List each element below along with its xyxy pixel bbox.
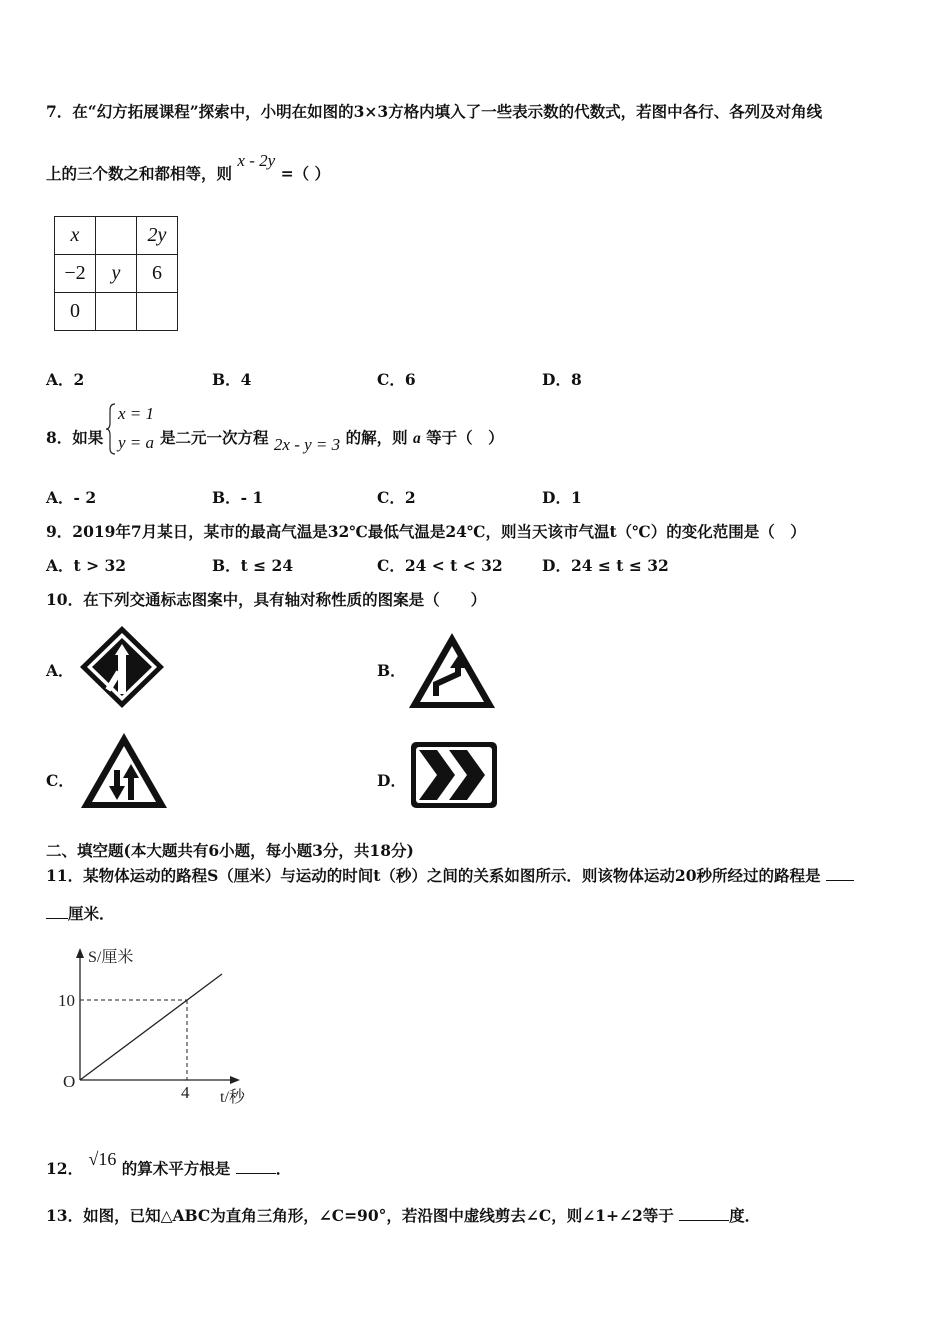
grid-cell: 0 <box>55 293 96 331</box>
q12-line <box>46 1149 292 1179</box>
q7-line1: 7．在“幻方拓展课程”探索中，小明在如图的3×3方格内填入了一些表示数的代数式，若图中各行、各列及对角线 <box>46 102 823 121</box>
y-axis-label: S/厘米 <box>88 949 134 966</box>
q8-equation: 2x - y = 3 <box>273 435 341 454</box>
y-axis-arrow-icon <box>76 948 84 958</box>
distance-time-graph <box>52 942 272 1110</box>
q8-option-c: C．2 <box>377 488 416 507</box>
q8-system-bottom: y = a <box>118 433 155 452</box>
q11-text: 11．某物体运动的路程S（厘米）与运动的时间t（秒）之间的关系如图所示．则该物体运动20秒所经过的路程是 <box>46 866 821 885</box>
x-axis-arrow-icon <box>230 1076 240 1084</box>
grid-cell <box>96 293 137 331</box>
q11-line1 <box>46 866 854 886</box>
q8-option-a: A．- 2 <box>46 488 97 507</box>
q12-blank <box>236 1173 276 1174</box>
q7-line2-pre: 上的三个数之和都相等，则 <box>46 164 233 183</box>
grid-cell <box>137 293 178 331</box>
q7-option-c: C．6 <box>377 370 416 389</box>
x-axis-label: t/秒 <box>220 1089 245 1106</box>
curve-sign-icon <box>406 630 498 712</box>
q13-line <box>46 1206 760 1226</box>
q11-blank-part2 <box>46 918 68 919</box>
q9-option-b: B．t ≤ 24 <box>212 556 294 575</box>
section2-heading: 二、填空题(本大题共有6小题，每小题3分，共18分) <box>46 841 414 860</box>
q8-brace-icon <box>104 402 118 456</box>
q9-option-d: D．24 ≤ t ≤ 32 <box>542 556 669 575</box>
x-tick-label: 4 <box>181 1083 190 1102</box>
q12-radical: √16 <box>88 1149 117 1169</box>
q8-option-b: B．- 1 <box>212 488 264 507</box>
q7-option-d: D．8 <box>542 370 582 389</box>
two-way-sign-icon <box>78 730 170 812</box>
origin-label: O <box>63 1072 76 1091</box>
q10-label-c: C． <box>46 771 74 790</box>
q7-line2-post: =（ ） <box>280 164 330 183</box>
distance-line <box>80 974 222 1080</box>
q9-option-c: C．24 < t < 32 <box>377 556 503 575</box>
q13-blank <box>679 1220 729 1221</box>
q10-label-d: D． <box>377 771 406 790</box>
q8-num: 8．如果 <box>46 428 104 447</box>
q12-num: 12． <box>46 1159 84 1178</box>
grid-cell: 2y <box>137 217 178 255</box>
grid-cell: x <box>55 217 96 255</box>
magic-square-grid <box>54 216 178 331</box>
q8-post-a: 的解，则 <box>345 428 408 447</box>
q10-label-b: B． <box>377 661 406 680</box>
q8-mid: 是二元一次方程 <box>160 428 269 447</box>
y-tick-label: 10 <box>58 991 75 1010</box>
grid-cell <box>96 217 137 255</box>
grid-cell: y <box>96 255 137 293</box>
q12-text: 的算术平方根是 <box>121 1159 231 1178</box>
q7-expression: x - 2y <box>237 151 276 170</box>
q13-end: 度． <box>729 1206 761 1225</box>
q8-system-top: x = 1 <box>118 404 155 423</box>
q9-option-a: A．t > 32 <box>46 556 127 575</box>
chevron-sign-icon <box>409 740 499 810</box>
q10-label-a: A． <box>46 661 74 680</box>
q11-line2 <box>46 904 115 924</box>
q8-text <box>160 428 504 454</box>
q11-unit: 厘米． <box>68 904 115 923</box>
grid-cell: 6 <box>137 255 178 293</box>
grid-cell: −2 <box>55 255 96 293</box>
q8-var: a <box>412 430 421 447</box>
q8-post-b: 等于（ ） <box>426 428 504 447</box>
q9-text: 9．2019年7月某日，某市的最高气温是32℃最低气温是24℃，则当天该市气温t（℃）的变化范围是（ ） <box>46 522 806 541</box>
q7-line2 <box>46 151 330 184</box>
q12-end: ． <box>275 1159 292 1178</box>
q10-text: 10．在下列交通标志图案中，具有轴对称性质的图案是（ ） <box>46 590 487 609</box>
merge-sign-icon <box>78 624 166 710</box>
q13-text: 13．如图，已知△ABC为直角三角形，∠C=90°，若沿图中虚线剪去∠C，则∠1+∠2等于 <box>46 1206 674 1225</box>
q7-option-a: A．2 <box>46 370 85 389</box>
q8-option-d: D．1 <box>542 488 582 507</box>
q11-blank-part1 <box>826 880 854 881</box>
q7-option-b: B．4 <box>212 370 252 389</box>
